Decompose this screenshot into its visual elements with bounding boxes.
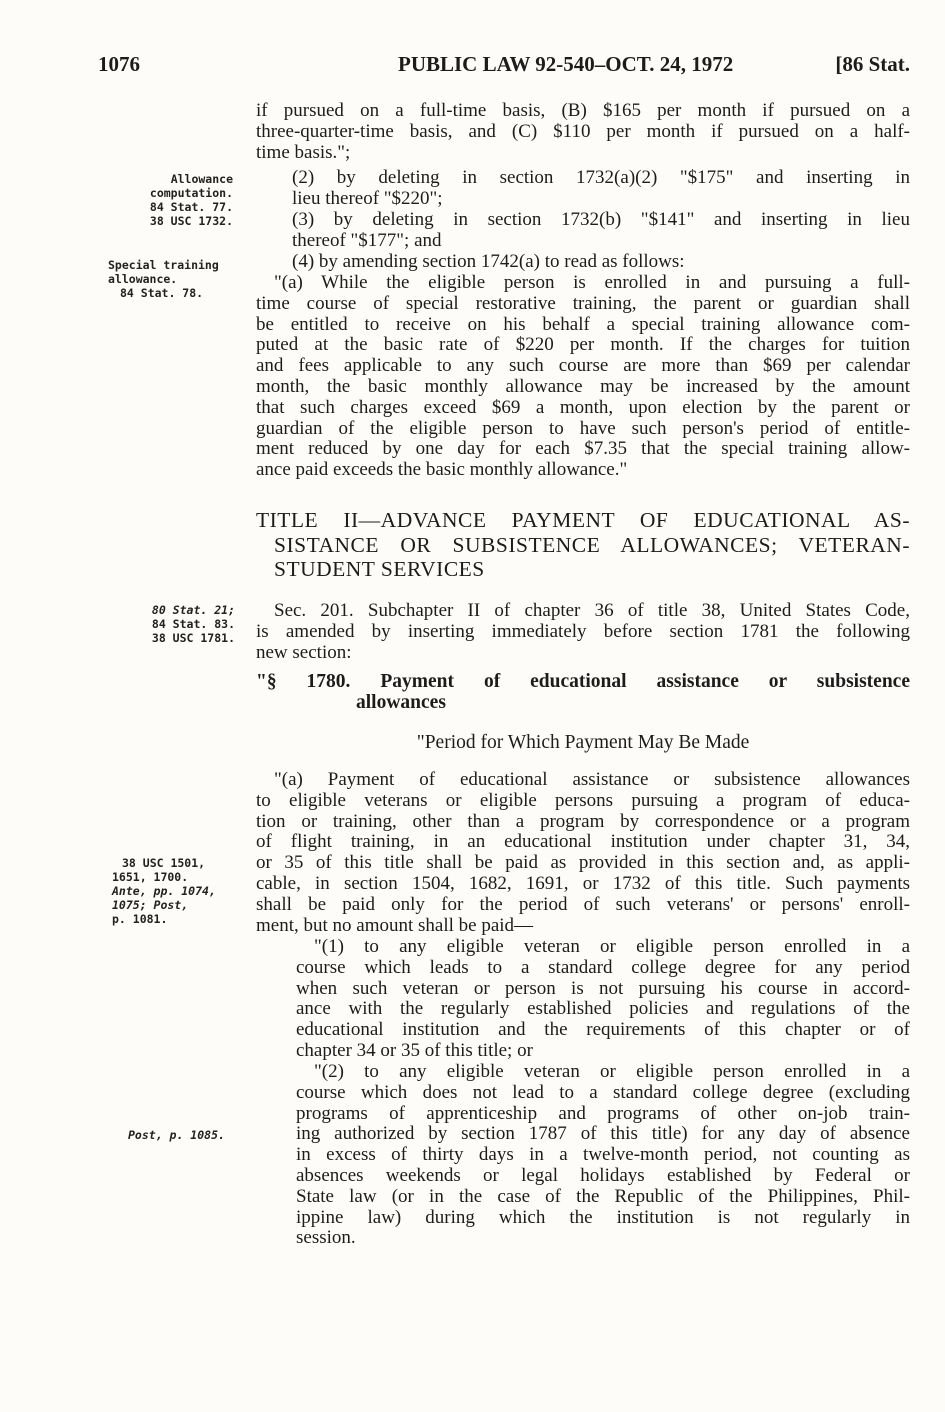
paragraph-item-3: (3) by deleting in section 1732(b) "$141" and inserting in lieu thereof "$177"; and — [292, 210, 910, 251]
page-number: 1076 — [98, 52, 140, 76]
page-header — [98, 52, 910, 82]
section-201: Sec. 201. Subchapter II of chapter 36 of title 38, United States Code, is amended by inserting immediately before section 1781 the following new section: — [256, 601, 910, 663]
running-title: PUBLIC LAW 92-540–OCT. 24, 1972 — [398, 52, 734, 76]
margin-note-post-1085: Post, p. 1085. — [128, 1128, 225, 1142]
margin-note-special-training: Special training allowance. 84 Stat. 78. — [108, 258, 219, 300]
section-1780-heading: "§ 1780. Payment of educational assistance or subsistence allowances — [256, 671, 910, 713]
period-subheading: "Period for Which Payment May Be Made — [416, 732, 750, 753]
margin-note-80-stat-21: 80 Stat. 21; 84 Stat. 83. 38 USC 1781. — [151, 603, 235, 645]
margin-note-allowance-computation: Allowance computation. 84 Stat. 77. 38 USC 1732. — [149, 172, 233, 228]
paragraph-item-2: (2) by deleting in section 1732(a)(2) "$175" and inserting in lieu thereof "$220"; — [292, 168, 910, 209]
paragraph-a: "(a) Payment of educational assistance or subsistence allowances to eligible veterans or eligible persons pursuing a program of educa- tion or training, other than a program by correspondence or a program of flight training, in an educational institution under chapter 31, 34, or 35 of this title shall be paid as provided in this section and, as appli- cable, in section 1504, 1682, 1691, or 1732 of this title. Such payments shall be paid only for the period of such veterans' or persons' enroll- ment, but no amount shall be paid— — [256, 770, 910, 936]
paragraph-amended-1742a: "(a) While the eligible person is enrolled in and pursuing a full- time course of special restorative training, the parent or guardian shall be entitled to receive on his behalf a special training allowance com- puted at the basic rate of $220 per month. If the charges for tuition and fees applicable to any such course are more than $69 per calendar month, the basic monthly allowance may be increased by the amount that such charges exceed $69 a month, upon election by the parent or guardian of the eligible person to have such person's period of entitle- ment reduced by one day for each $7.35 that the special training allow- ance paid exceeds the basic monthly allowance." — [256, 273, 910, 481]
title-ii-heading: TITLE II—ADVANCE PAYMENT OF EDUCATIONAL AS- SISTANCE OR SUBSISTENCE ALLOWANCES; VETERAN- STUDENT SERVICES — [256, 508, 910, 581]
margin-note-38-usc-1501: 38 USC 1501, 1651, 1700. Ante, pp. 1074, 1075; Post, p. 1081. — [112, 856, 216, 926]
paragraph-a-1: "(1) to any eligible veteran or eligible person enrolled in a course which leads to a standard college degree for any period when such veteran or person is not pursuing his course in accord- ance with the regularly established policies and regulations of the educational institution and the requirements of this chapter or of chapter 34 or 35 of this title; or — [296, 937, 910, 1061]
statute-reference: [86 Stat. — [835, 52, 910, 76]
paragraph-a-2: "(2) to any eligible veteran or eligible person enrolled in a course which does not lead to a standard college degree (excluding programs of apprenticeship and programs of other on-job train- ing authorized by section 1787 of this title) for any day of absence in excess of thirty days in a twelve-month period, not counting as absences weekends or legal holidays established by Federal or State law (or in the case of the Republic of the Philippines, Phil- ippine law) during which the institution is not regularly in session. — [296, 1062, 910, 1249]
paragraph-item-4: (4) by amending section 1742(a) to read as follows: — [292, 252, 685, 272]
paragraph-continuation: if pursued on a full-time basis, (B) $165 per month if pursued on a three-quarter-time basis, and (C) $110 per month if pursued on a half- time basis."; — [256, 101, 910, 163]
